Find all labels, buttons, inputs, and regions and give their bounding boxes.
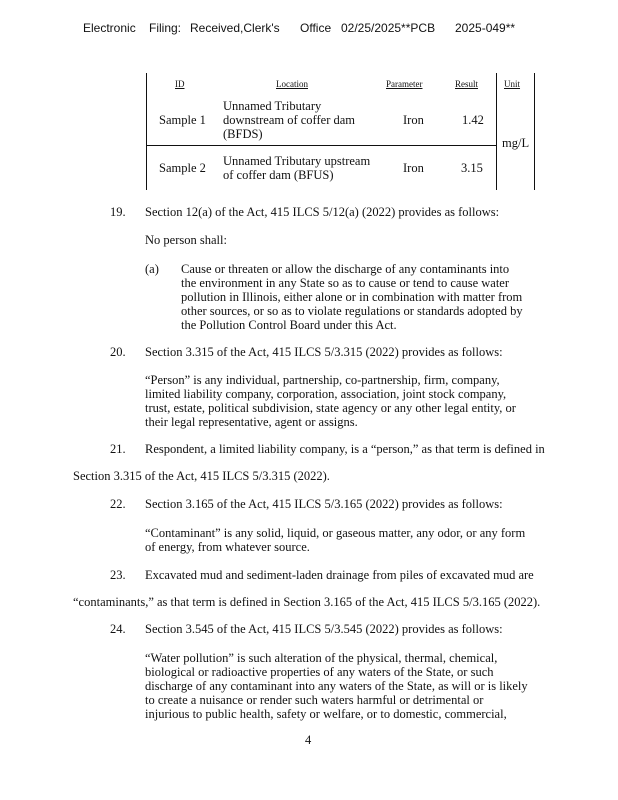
para-24-quote-line5: injurious to public health, safety or welfare, or to domestic, commercial,	[145, 707, 507, 721]
para-19-a-line3: pollution in Illinois, either alone or in combination with matter from	[181, 290, 523, 304]
unit-cell: mg/L	[502, 136, 530, 150]
row1-location-line1: Unnamed Tributary	[223, 99, 322, 113]
para-23-text: Excavated mud and sediment-laden drainage from piles of excavated mud are	[145, 568, 534, 582]
para-24-quote-line1: “Water pollution” is such alteration of the physical, thermal, chemical,	[145, 651, 498, 665]
para-22-quote-line1: “Contaminant” is any solid, liquid, or gaseous matter, any odor, or any form	[145, 526, 526, 540]
para-19-a-line1: Cause or threaten or allow the discharge of any contaminants into	[181, 262, 510, 276]
row1-location-line3: (BFDS)	[223, 127, 263, 141]
header-received: Received,Clerk's	[190, 21, 280, 35]
row1-result: 1.42	[462, 113, 484, 127]
row2-result: 3.15	[461, 161, 483, 175]
row1-location-line2: downstream of coffer dam	[223, 113, 356, 127]
para-20-number: 20.	[110, 345, 126, 359]
para-19-a-line4: other sources, or so as to violate regulations or standards adopted by	[181, 304, 523, 318]
header-electronic: Electronic	[83, 21, 136, 35]
para-23-continuation: “contaminants,” as that term is defined in Section 3.165 of the Act, 415 ILCS 5/3.165 (2022).	[73, 595, 541, 609]
para-19-sub: No person shall:	[145, 233, 227, 247]
para-19-a-line2: the environment in any State so as to cause or tend to cause water	[181, 276, 510, 290]
header-case: 2025-049**	[455, 21, 516, 35]
para-24-text: Section 3.545 of the Act, 415 ILCS 5/3.545 (2022) provides as follows:	[145, 622, 503, 636]
para-20-quote-line1: “Person” is any individual, partnership, co-partnership, firm, company,	[145, 373, 500, 387]
para-22-quote-line2: of energy, from whatever source.	[145, 540, 310, 554]
para-24-quote-line2: biological or radioactive properties of any waters of the State, or such	[145, 665, 494, 679]
header-office: Office	[300, 21, 332, 35]
header-filing: Filing:	[149, 21, 182, 35]
row2-parameter: Iron	[403, 161, 424, 175]
row2-id: Sample 2	[159, 161, 206, 175]
para-24-quote-line4: to create a nuisance or render such waters harmful or detrimental or	[145, 693, 484, 707]
para-20-quote-line3: trust, estate, political subdivision, state agency or any other legal entity, or	[145, 401, 516, 415]
para-22-text: Section 3.165 of the Act, 415 ILCS 5/3.165 (2022) provides as follows:	[145, 497, 503, 511]
para-19-a-label: (a)	[145, 262, 159, 276]
row1-id: Sample 1	[159, 113, 206, 127]
para-22-number: 22.	[110, 497, 126, 511]
page-number: 4	[305, 733, 312, 747]
row2-location-line2: of coffer dam (BFUS)	[223, 168, 334, 182]
col-header-parameter: Parameter	[386, 79, 423, 89]
col-header-unit: Unit	[504, 79, 521, 89]
row2-location-line1: Unnamed Tributary upstream	[223, 154, 371, 168]
para-24-quote-line3: discharge of any contaminant into any waters of the State, as will or is likely	[145, 679, 528, 693]
para-20-text: Section 3.315 of the Act, 415 ILCS 5/3.315 (2022) provides as follows:	[145, 345, 503, 359]
para-21-continuation: Section 3.315 of the Act, 415 ILCS 5/3.315 (2022).	[73, 469, 330, 483]
para-20-quote-line4: their legal representative, agent or assigns.	[145, 415, 358, 429]
para-23-number: 23.	[110, 568, 126, 582]
header-date: 02/25/2025**PCB	[341, 21, 436, 35]
para-19-a-line5: the Pollution Control Board under this Act.	[181, 318, 397, 332]
para-21-number: 21.	[110, 442, 126, 456]
para-24-number: 24.	[110, 622, 126, 636]
para-20-quote-line2: limited liability company, corporation, association, joint stock company,	[145, 387, 507, 401]
col-header-id: ID	[175, 79, 185, 89]
para-19-text: Section 12(a) of the Act, 415 ILCS 5/12(a) (2022) provides as follows:	[145, 205, 500, 219]
para-21-text: Respondent, a limited liability company, is a “person,” as that term is defined in	[145, 442, 545, 456]
col-header-result: Result	[455, 79, 479, 89]
col-header-location: Location	[276, 79, 308, 89]
row1-parameter: Iron	[403, 113, 424, 127]
para-19-number: 19.	[110, 205, 126, 219]
